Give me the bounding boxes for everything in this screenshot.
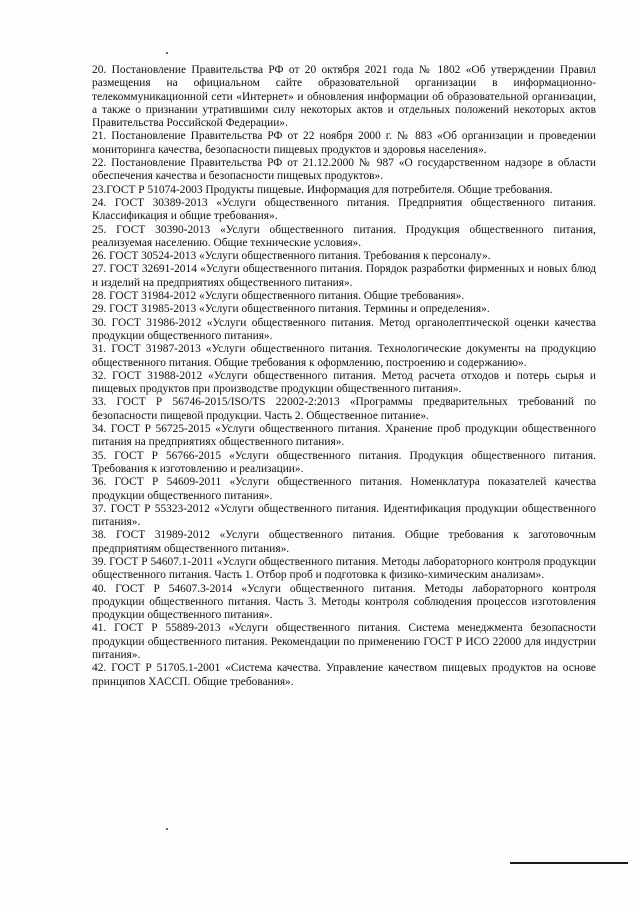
list-item: 24. ГОСТ 30389-2013 «Услуги общественного питания. Предприятия общественного питания. Классификация и общие требования». — [92, 196, 596, 223]
list-item: 33. ГОСТ Р 56746-2015/ISO/TS 22002-2:2013 «Программы предварительных требований по безопасности пищевой продукции. Часть 2. Общественное питание». — [92, 396, 596, 422]
list-item: 37. ГОСТ Р 55323-2012 «Услуги общественного питания. Идентификация продукции общественного питания». — [92, 502, 596, 529]
list-item: 35. ГОСТ Р 56766-2015 «Услуги общественного питания. Продукция общественного питания. Требования к изготовлению и реализации». — [92, 449, 596, 475]
list-item: 34. ГОСТ Р 56725-2015 «Услуги общественного питания. Хранение проб продукции общественного питания на предприятиях общественного питания». — [92, 423, 596, 449]
list-item: 31. ГОСТ 31987-2013 «Услуги общественного питания. Технологические документы на продукцию общественного питания. Общие требования к оформлению, построению и содержанию». — [92, 343, 596, 369]
list-item: 40. ГОСТ Р 54607.3-2014 «Услуги общественного питания. Методы лабораторного контроля продукции общественного питания. Часть 3. Методы контроля соблюдения процессов изготовления продукции общественного питания». — [92, 582, 596, 622]
list-item: 25. ГОСТ 30390-2013 «Услуги общественного питания. Продукция общественного питания, реализуемая населению. Общие технические условия». — [92, 223, 596, 249]
list-item: 21. Постановление Правительства РФ от 22 ноября 2000 г. № 883 «Об организации и проведении мониторинга качества, безопасности пищевых продуктов и здоровья населения». — [92, 130, 596, 156]
scan-speck-top — [166, 52, 168, 54]
scan-speck-bottom — [166, 828, 168, 830]
list-item: 27. ГОСТ 32691-2014 «Услуги общественного питания. Порядок разработки фирменных и новых блюд и изделий на предприятиях общественного питания». — [92, 263, 596, 289]
references-list — [92, 64, 596, 689]
list-item: 26. ГОСТ 30524-2013 «Услуги общественного питания. Требования к персоналу». — [92, 250, 491, 263]
list-item: 41. ГОСТ Р 55889-2013 «Услуги общественного питания. Система менеджмента безопасности продукции общественного питания. Рекомендации по применению ГОСТ Р ИСО 22000 для индустрии питания». — [92, 622, 596, 662]
footer-rule — [510, 862, 628, 864]
list-item: 36. ГОСТ Р 54609-2011 «Услуги общественного питания. Номенклатура показателей качества продукции общественного питания». — [92, 476, 596, 502]
list-item: 39. ГОСТ Р 54607.1-2011 «Услуги общественного питания. Методы лабораторного контроля продукции общественного питания. Часть 1. Отбор проб и подготовка к физико-химическим анализам». — [92, 555, 596, 582]
list-item: 32. ГОСТ 31988-2012 «Услуги общественного питания. Метод расчета отходов и потерь сырья и пищевых продуктов при производстве продукции общественного питания». — [92, 369, 596, 396]
list-item: 42. ГОСТ Р 51705.1-2001 «Система качества. Управление качеством пищевых продуктов на основе принципов ХАССП. Общие требования». — [92, 662, 596, 688]
list-item: 22. Постановление Правительства РФ от 21.12.2000 № 987 «О государственном надзоре в области обеспечения качества и безопасности пищевых продуктов». — [92, 157, 596, 183]
list-item: 38. ГОСТ 31989-2012 «Услуги общественного питания. Общие требования к заготовочным предприятиям общественного питания». — [92, 529, 596, 555]
list-item: 28. ГОСТ 31984-2012 «Услуги общественного питания. Общие требования». — [92, 290, 465, 303]
list-item: 29. ГОСТ 31985-2013 «Услуги общественного питания. Термины и определения». — [92, 303, 490, 316]
list-item: 23.ГОСТ Р 51074-2003 Продукты пищевые. Информация для потребителя. Общие требования. — [92, 183, 553, 196]
list-item: 30. ГОСТ 31986-2012 «Услуги общественного питания. Метод органолептической оценки качества продукции общественного питания». — [92, 316, 596, 342]
list-item: 20. Постановление Правительства РФ от 20 октября 2021 года № 1802 «Об утверждении Правил размещения на официальном сайте образовательной организации в информационно-телекоммуникационной сети «Интернет» и обновления информации об образовательной организации, а также о признании утратившими силу некоторых актов и отдельных положений некоторых актов Правительства Российской Федерации». — [92, 64, 596, 130]
